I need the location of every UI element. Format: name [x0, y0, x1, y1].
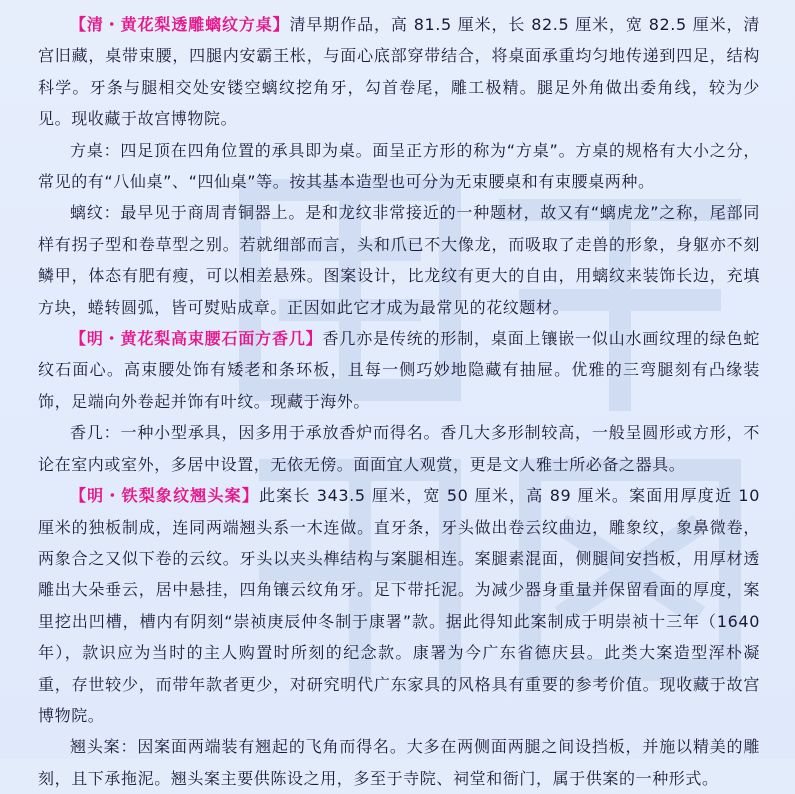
paragraph-chiwen-definition	[38, 197, 760, 323]
article-body	[38, 9, 760, 794]
definition-text: 翘头案：因案面两端装有翘起的飞角而得名。大多在两侧面两腿之间设挡板，并施以精美的雕刻，且下承拖泥。翘头案主要供陈设之用，多至于寺院、祠堂和衙门，属于供案的一种形式。	[38, 737, 760, 788]
definition-text: 螭纹：最早见于商周青铜器上。是和龙纹非常接近的一种题材，故又有“螭虎龙”之称，尾部同样有拐子型和卷草型之别。若就细部而言，头和爪已不大像龙，而吸取了走兽的形象，身躯亦不刻鳞甲，体态有肥有瘦，可以相差悬殊。图案设计，比龙纹有更大的自由，用螭纹来装饰长边，充填方块，蜷转圆弧，皆可熨贴成章。正因如此它才成为最常见的花纹题材。	[38, 203, 760, 317]
paragraph-fangzhuo-definition	[38, 135, 760, 198]
item-title: 【明・黄花梨高束腰石面方香几】	[70, 329, 323, 349]
paragraph-altar-table	[38, 480, 760, 731]
item-text: 香几亦是传统的形制，桌面上镶嵌一似山水画纹理的绿色蛇纹石面心。高束腰处饰有矮老和条环板，且每一侧巧妙地隐藏有抽屉。优雅的三弯腿刻有凸缘装饰，足端向外卷起并饰有叶纹。现藏于海外。	[38, 329, 760, 411]
paragraph-qiaotouan-definition	[38, 731, 760, 794]
item-title: 【明・铁梨象纹翘头案】	[70, 486, 259, 506]
definition-text: 方桌：四足顶在四角位置的承具即为桌。面呈正方形的称为“方桌”。方桌的规格有大小之分，常见的有“八仙桌”、“四仙桌”等。按其基本造型也可分为无束腰桌和有束腰桌两种。	[38, 140, 760, 192]
item-text: 此案长 343.5 厘米，宽 50 厘米，高 89 厘米。案面用厚度近 10 厘米的独板制成，连同两端翘头系一木连做。直牙条，牙头做出卷云纹曲边，雕象纹，象鼻微卷，两象合之又似下卷的云纹。牙头以夹头榫结构与案腿相连。案腿素混面，侧腿间安挡板，用厚材透雕出大朵垂云，居中悬挂，四角镶云纹角牙。足下带托泥。为减少器身重量并保留看面的厚度，案里挖出凹槽，槽内有阴刻“崇祯庚辰仲冬制于康署”款。据此得知此案制成于明崇祯十三年（1640 年），款识应为当时的主人购置时所刻的纪念款。康署为今广东省德庆县。此类大案造型浑朴凝重，存世较少，而带年款者更少，对研究明代广东家具的风格具有重要的参考价值。现收藏于故宫博物院。	[38, 486, 760, 725]
item-title: 【清・黄花梨透雕螭纹方桌】	[70, 15, 290, 34]
definition-text: 香几：一种小型承具，因多用于承放香炉而得名。香几大多形制较高，一般呈圆形或方形，不论在室内或室外，多居中设置，无依无傍。面面宜人观赏，更是文人雅士所必备之器具。	[38, 423, 760, 474]
paragraph-square-table	[38, 9, 760, 135]
item-text: 清早期作品，高 81.5 厘米，长 82.5 厘米，宽 82.5 厘米，清宫旧藏，桌带束腰，四腿内安霸王枨，与面心底部穿带结合，将桌面承重均匀地传递到四足，结构科学。牙条与腿相交处安镂空螭纹挖角牙，勾首卷尾，雕工极精。腿足外角做出委角线，较为少见。现收藏于故宫博物院。	[38, 15, 760, 129]
paragraph-xiangji-definition	[38, 417, 760, 480]
paragraph-incense-stand	[38, 323, 760, 417]
